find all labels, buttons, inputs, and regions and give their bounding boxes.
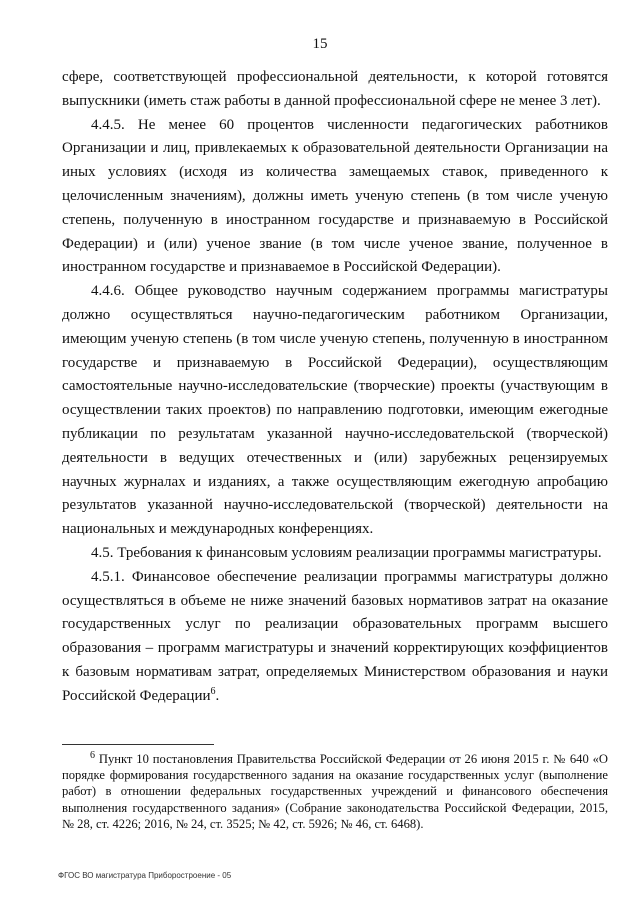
paragraph-4-4-5: 4.4.5. Не менее 60 процентов численности педагогических работников Организации и лиц, привлекаемых к образовательной деятельности Организации на иных условиях (исходя из количества замещаемых ставок, приведенного к целочисленным значениям), должны иметь ученую степень (в том числе ученую степень, полученную в иностранном государстве и признаваемую в Российской Федерации) и (или) ученое звание (в том числе ученое звание, полученное в иностранном государстве и признаваемое в Российской Федерации). [62,116,608,276]
paragraph-4-4-6: 4.4.6. Общее руководство научным содержанием программы магистратуры должно осуществляться научно-педагогическим работником Организации, имеющим ученую степень (в том числе ученую степень, полученную в иностранном государстве и признаваемую в Российской Федерации), осуществляющим самостоятельные научно-исследовательские (творческие) проекты (участвующим в осуществлении таких проектов) по направлению подготовки, имеющим ежегодные публикации по результатам указанной научно-исследовательской (творческой) деятельности в ведущих отечественных и (или) зарубежных рецензируемых научных журналах и изданиях, а также осуществляющим ежегодную апробацию результатов указанной научно-исследовательской (творческой) деятельности на национальных и международных конференциях. [62,283,608,538]
footnote-reference[interactable]: 6 [210,685,216,697]
paragraph-continuation: сфере, соответствующей профессиональной деятельности, к которой готовятся выпускники (иметь стаж работы в данной профессиональной сфере не менее 3 лет). [62,69,608,109]
paragraph-4-5-1-end: . [215,687,220,704]
paragraph-4-5-1 [62,566,608,709]
body-text [62,66,608,709]
footnote [62,751,608,832]
footnote-marker: 6 [90,749,95,761]
footnote-text: Пункт 10 постановления Правительства Российской Федерации от 26 июня 2015 г. № 640 «О порядке формирования государственного задания на оказание государственных услуг (выполнение работ) в отношении федеральных государственных учреждений и финансового обеспечения выполнения государственного задания» (Собрание законодательства Российской Федерации, 2015, № 28, ст. 4226; 2016, № 24, ст. 3525; № 42, ст. 5926; № 46, ст. 6468). [62,752,608,831]
page-footer: ФГОС ВО магистратура Приборостроение - 05 [58,871,232,880]
paragraph-4-5-1-text: 4.5.1. Финансовое обеспечение реализации программы магистратуры должно осуществляться в объеме не ниже значений базовых нормативов затрат на оказание государственных услуг по реализации образовательных программ высшего образования – программ магистратуры и значений корректирующих коэффициентов к базовым нормативам затрат, определяемых Министерством образования и науки Российской Федерации [62,568,608,704]
page-number: 15 [312,36,328,52]
paragraph-4-5: 4.5. Требования к финансовым условиям реализации программы магистратуры. [91,544,602,561]
footnote-separator [62,744,214,745]
